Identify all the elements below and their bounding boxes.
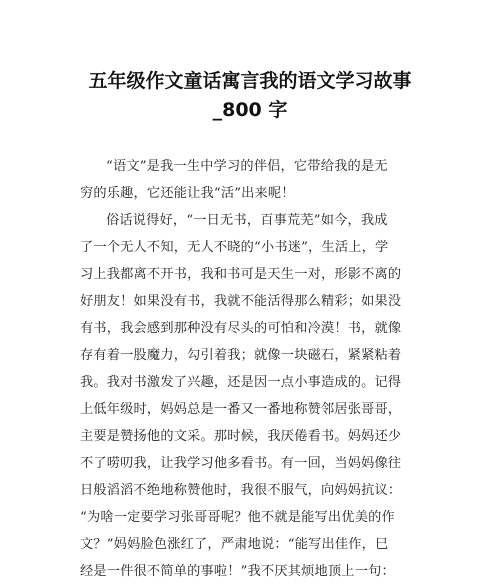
document-title-line-1: 五年级作文童话寓言我的语文学习故事 bbox=[88, 70, 412, 92]
body-line-4: 了一个无人不知，无人不晓的“小书迷”，生活上，学 bbox=[80, 240, 389, 255]
body-line-1: “语文”是我一生中学习的伴侣，它带给我的是无 bbox=[106, 159, 388, 174]
body-line-2: 穷的乐趣，它还能让我“活”出来呢！ bbox=[80, 186, 295, 201]
body-line-6: 好朋友！如果没有书，我就不能活得那么精彩；如果没 bbox=[80, 294, 402, 309]
body-line-15: 文？”妈妈脸色涨红了，严肃地说：“能写出佳作，巳 bbox=[80, 537, 389, 552]
body-line-9: 我。我对书激发了兴趣，还是因一点小事造成的。记得 bbox=[80, 375, 402, 390]
body-line-12: 不了唠叨我，让我学习他多看书。有一回，当妈妈像往 bbox=[80, 456, 402, 471]
body-line-5: 习上我都离不开书，我和书可是天生一对，形影不离的 bbox=[80, 267, 402, 282]
body-line-10: 上低年级时，妈妈总是一番又一番地称赞邻居张哥哥， bbox=[80, 402, 402, 417]
body-line-7: 有书，我会感到那种没有尽头的可怕和冷漠！书，就像 bbox=[80, 321, 402, 336]
body-line-11: 主要是赞扬他的文采。那时候，我厌倦看书。妈妈还少 bbox=[80, 429, 402, 444]
body-line-14: “为啥一定要学习张哥哥呢？他不就是能写出优美的作 bbox=[80, 510, 395, 525]
body-line-3: 俗话说得好，“一日无书，百事荒芜”如今，我成 bbox=[106, 213, 388, 228]
document-title-line-2: _800 字 bbox=[212, 99, 288, 121]
body-line-8: 存有着一股魔力，勾引着我；就像一块磁石，紧紧粘着 bbox=[80, 348, 402, 363]
body-line-16: 经是一件很不简单的事啦！”我不厌其烦地顶上一句： bbox=[80, 564, 395, 579]
body-line-13: 日般滔滔不绝地称赞他时，我很不服气，向妈妈抗议： bbox=[80, 483, 402, 498]
